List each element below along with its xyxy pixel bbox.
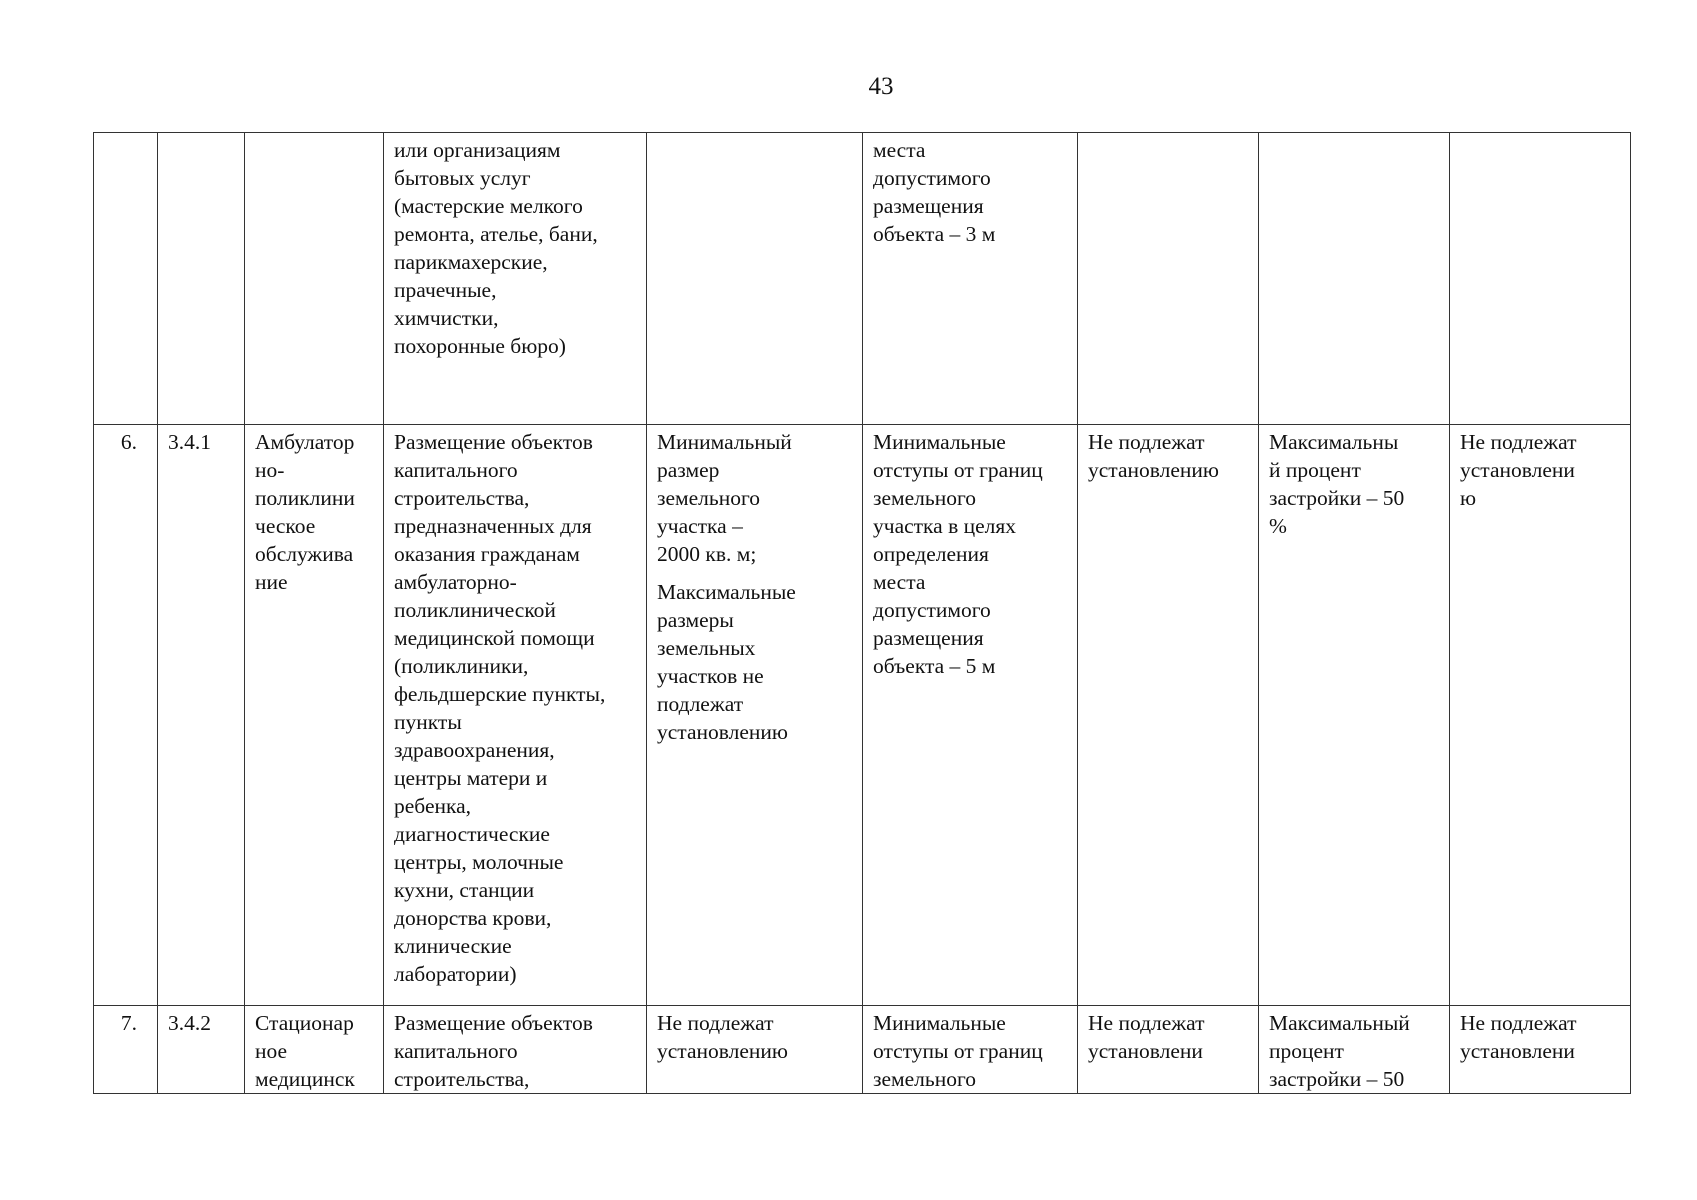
cell-text-line: оказания гражданам: [394, 542, 580, 566]
cell-text-line: Амбулатор: [255, 430, 355, 454]
cell-text-line: Не подлежат: [657, 1011, 774, 1035]
cell-text-line: установлению: [1088, 458, 1219, 482]
cell-text-line: лаборатории): [394, 962, 517, 986]
cell-text-line: донорства крови,: [394, 906, 552, 930]
cell-text-line: Минимальные: [873, 1011, 1006, 1035]
plot-size-max: [657, 578, 852, 746]
cell-text-line: размер: [657, 458, 720, 482]
cell-text-line: или организациям: [394, 138, 561, 162]
cell-text-line: участка –: [657, 514, 743, 538]
cell-text-line: застройки – 50: [1269, 486, 1405, 510]
cell-text-line: отступы от границ: [873, 458, 1043, 482]
description-cell: [384, 425, 647, 1006]
description-cell: [384, 1006, 647, 1094]
row-number-cell: 7.: [94, 1006, 158, 1094]
other-cell: [1450, 425, 1631, 1006]
other-cell: [1450, 133, 1631, 425]
cell-text-line: %: [1269, 514, 1287, 538]
row-number-cell: 6.: [94, 425, 158, 1006]
use-name-cell: [245, 133, 384, 425]
plot-size-min: [657, 428, 852, 568]
cell-text-line: участков не: [657, 664, 764, 688]
cell-text-line: земельных: [657, 636, 756, 660]
cell-text-line: размеры: [657, 608, 734, 632]
cell-text-line: прачечные,: [394, 278, 497, 302]
cell-text-line: медицинск: [255, 1067, 355, 1091]
cell-text-line: Максимальный: [1269, 1011, 1410, 1035]
code-cell: 3.4.2: [158, 1006, 245, 1094]
cell-text-line: Размещение объектов: [394, 430, 593, 454]
cell-text-line: ное: [255, 1039, 288, 1063]
table-row: [94, 1006, 1631, 1094]
table-row: [94, 425, 1631, 1006]
cell-text-line: Не подлежат: [1088, 430, 1205, 454]
cell-text-line: Не подлежат: [1460, 1011, 1577, 1035]
cell-text-line: ю: [1460, 486, 1477, 510]
coverage-cell: [1259, 133, 1450, 425]
cell-text-line: ческое: [255, 514, 316, 538]
cell-text-line: ремонта, ателье, бани,: [394, 222, 598, 246]
cell-text-line: установлени: [1460, 458, 1575, 482]
cell-text-line: Размещение объектов: [394, 1011, 593, 1035]
floors-cell: [1078, 133, 1259, 425]
cell-text-line: подлежат: [657, 692, 744, 716]
cell-text-line: ние: [255, 570, 288, 594]
cell-text-line: объекта – 5 м: [873, 654, 996, 678]
cell-text-line: 2000 кв. м;: [657, 542, 757, 566]
cell-text-line: клинические: [394, 934, 512, 958]
cell-text-line: поликлини: [255, 486, 355, 510]
cell-text-line: земельного: [873, 486, 977, 510]
coverage-cell: [1259, 425, 1450, 1006]
cell-text-line: (поликлиники,: [394, 654, 529, 678]
cell-text-line: обслужива: [255, 542, 354, 566]
setbacks-cell: [863, 1006, 1078, 1094]
cell-text-line: бытовых услуг: [394, 166, 531, 190]
other-cell: [1450, 1006, 1631, 1094]
code-cell: 3.4.1: [158, 425, 245, 1006]
code-cell: [158, 133, 245, 425]
cell-text-line: Максимальны: [1269, 430, 1399, 454]
plot-size-cell: [647, 425, 863, 1006]
floors-cell: [1078, 425, 1259, 1006]
cell-text-line: места: [873, 570, 926, 594]
cell-text-line: установлени: [1460, 1039, 1575, 1063]
plot-size-cell: [647, 133, 863, 425]
cell-text-line: диагностические: [394, 822, 550, 846]
cell-text-line: здравоохранения,: [394, 738, 555, 762]
cell-text-line: Минимальный: [657, 430, 792, 454]
setbacks-cell: [863, 425, 1078, 1006]
cell-text-line: земельного: [873, 1067, 977, 1091]
cell-text-line: допустимого: [873, 598, 991, 622]
cell-text-line: установлению: [657, 1039, 788, 1063]
cell-text-line: ребенка,: [394, 794, 472, 818]
cell-text-line: процент: [1269, 1039, 1344, 1063]
cell-text-line: капитального: [394, 458, 518, 482]
cell-text-line: фельдшерские пункты,: [394, 682, 606, 706]
cell-text-line: застройки – 50: [1269, 1067, 1405, 1091]
coverage-cell: [1259, 1006, 1450, 1094]
cell-text-line: строительства,: [394, 1067, 530, 1091]
table-row: [94, 133, 1631, 425]
cell-text-line: капитального: [394, 1039, 518, 1063]
cell-text-line: объекта – 3 м: [873, 222, 996, 246]
cell-text-line: установлению: [657, 720, 788, 744]
cell-text-line: (мастерские мелкого: [394, 194, 583, 218]
page-number: 43: [868, 73, 894, 100]
cell-text-line: размещения: [873, 626, 984, 650]
cell-text-line: предназначенных для: [394, 514, 592, 538]
cell-text-line: амбулаторно-: [394, 570, 517, 594]
cell-text-line: размещения: [873, 194, 984, 218]
cell-text-line: отступы от границ: [873, 1039, 1043, 1063]
cell-text-line: земельного: [657, 486, 761, 510]
regulations-table: [93, 132, 1631, 1094]
cell-text-line: й процент: [1269, 458, 1361, 482]
cell-text-line: допустимого: [873, 166, 991, 190]
cell-text-line: строительства,: [394, 486, 530, 510]
cell-text-line: места: [873, 138, 926, 162]
cell-text-line: химчистки,: [394, 306, 499, 330]
cell-text-line: Максимальные: [657, 580, 796, 604]
setbacks-cell: [863, 133, 1078, 425]
cell-text-line: кухни, станции: [394, 878, 535, 902]
plot-size-cell: [647, 1006, 863, 1094]
cell-text-line: центры, молочные: [394, 850, 564, 874]
cell-text-line: установлени: [1088, 1039, 1203, 1063]
row-number-cell: [94, 133, 158, 425]
cell-text-line: центры матери и: [394, 766, 548, 790]
cell-text-line: участка в целях: [873, 514, 1017, 538]
cell-text-line: но-: [255, 458, 285, 482]
use-name-cell: [245, 425, 384, 1006]
cell-text-line: Не подлежат: [1460, 430, 1577, 454]
cell-text-line: медицинской помощи: [394, 626, 595, 650]
cell-text-line: определения: [873, 542, 989, 566]
floors-cell: [1078, 1006, 1259, 1094]
cell-text-line: пункты: [394, 710, 462, 734]
cell-text-line: поликлинической: [394, 598, 556, 622]
cell-text-line: парикмахерские,: [394, 250, 548, 274]
cell-text-line: Минимальные: [873, 430, 1006, 454]
use-name-cell: [245, 1006, 384, 1094]
cell-text-line: Не подлежат: [1088, 1011, 1205, 1035]
description-cell: [384, 133, 647, 425]
cell-text-line: похоронные бюро): [394, 334, 566, 358]
cell-text-line: Стационар: [255, 1011, 354, 1035]
